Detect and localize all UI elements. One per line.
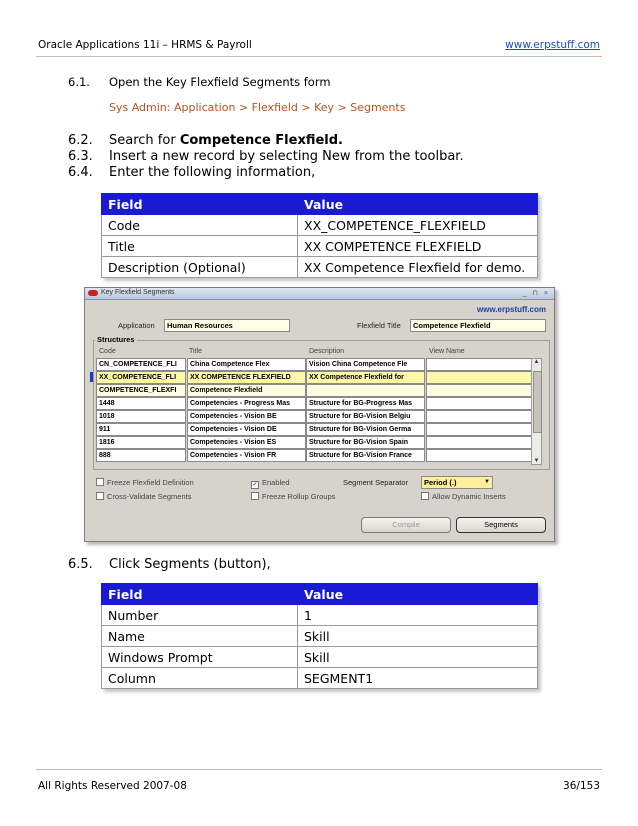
structure-description-cell[interactable]: Structure for BG-Vision Germa bbox=[306, 423, 425, 436]
navigation-path: Sys Admin: Application > Flexfield > Key > Segments bbox=[109, 101, 406, 114]
watermark-brand: www.erpstuff.com bbox=[476, 305, 546, 314]
structure-view-name-cell[interactable] bbox=[426, 410, 532, 423]
step-text-bold: Competence Flexfield. bbox=[179, 133, 343, 148]
application-label: Application bbox=[118, 321, 155, 330]
structure-view-name-cell[interactable] bbox=[426, 449, 532, 462]
allow-dynamic-inserts-checkbox[interactable] bbox=[421, 492, 506, 501]
step-text: Open the Key Flexfield Segments form bbox=[109, 75, 331, 89]
structure-code-cell[interactable]: 888 bbox=[96, 449, 186, 462]
cross-validate-checkbox[interactable] bbox=[96, 492, 191, 501]
structure-title-cell[interactable]: XX COMPETENCE FLEXFIELD bbox=[187, 371, 306, 384]
structure-title-cell[interactable]: Competencies - Vision FR bbox=[187, 449, 306, 462]
structures-label: Structures bbox=[97, 335, 135, 344]
segment-separator-label: Segment Separator bbox=[343, 478, 409, 487]
step-text bbox=[109, 133, 343, 148]
checkbox-unchecked-icon[interactable] bbox=[96, 492, 104, 500]
structure-description-cell[interactable]: Structure for BG-Vision Belgiu bbox=[306, 410, 425, 423]
table-cell: SEGMENT1 bbox=[298, 668, 538, 689]
table-cell: Skill bbox=[298, 626, 538, 647]
structure-view-name-cell[interactable] bbox=[426, 436, 532, 449]
structure-view-name-cell[interactable] bbox=[426, 371, 532, 384]
enabled-checkbox[interactable] bbox=[251, 478, 290, 489]
window-titlebar bbox=[85, 288, 554, 300]
window-title: Key Flexfield Segments bbox=[101, 289, 175, 296]
table-cell: XX Competence Flexfield for demo. bbox=[298, 257, 538, 278]
structure-title-cell[interactable]: Competencies - Vision ES bbox=[187, 436, 306, 449]
checkbox-unchecked-icon[interactable] bbox=[251, 492, 259, 500]
structure-description-cell[interactable]: Structure for BG-Progress Mas bbox=[306, 397, 425, 410]
selected-value: Period (.) bbox=[424, 478, 457, 487]
table-cell: Column bbox=[102, 668, 298, 689]
checkbox-label: Freeze Flexfield Definition bbox=[107, 478, 194, 487]
header-divider bbox=[36, 56, 602, 57]
table-row bbox=[102, 647, 538, 668]
table-row bbox=[102, 668, 538, 689]
structure-code-cell[interactable]: XX_COMPETENCE_FLI bbox=[96, 371, 186, 384]
compile-button[interactable]: Compile bbox=[361, 517, 451, 533]
step-number: 6.4. bbox=[68, 165, 93, 180]
structure-title-cell[interactable]: China Competence Flex bbox=[187, 358, 306, 371]
step-text: Insert a new record by selecting New from the toolbar. bbox=[109, 149, 464, 164]
table-cell: Description (Optional) bbox=[102, 257, 298, 278]
step-number: 6.5. bbox=[68, 557, 93, 572]
step-number: 6.1. bbox=[68, 75, 90, 89]
structure-view-name-cell[interactable] bbox=[426, 384, 532, 397]
structure-title-cell[interactable]: Competencies - Progress Mas bbox=[187, 397, 306, 410]
step-text-prefix: Search for bbox=[109, 133, 180, 148]
flexfield-title-field[interactable]: Competence Flexfield bbox=[410, 319, 546, 332]
scroll-thumb[interactable] bbox=[533, 371, 542, 433]
key-flexfield-segments-window bbox=[84, 287, 555, 542]
structure-title-cell[interactable]: Competencies - Vision DE bbox=[187, 423, 306, 436]
footer-divider bbox=[36, 769, 602, 770]
window-controls-icon[interactable]: _ ⊓ × bbox=[522, 290, 550, 297]
column-header-view-name: View Name bbox=[429, 348, 465, 355]
table-row bbox=[102, 257, 538, 278]
structure-view-name-cell[interactable] bbox=[426, 423, 532, 436]
checkbox-unchecked-icon[interactable] bbox=[96, 478, 104, 486]
structure-description-cell[interactable]: Structure for BG-Vision France bbox=[306, 449, 425, 462]
table-row bbox=[102, 236, 538, 257]
table-header-row bbox=[102, 194, 538, 215]
structure-code-cell[interactable]: 1448 bbox=[96, 397, 186, 410]
structure-code-cell[interactable]: 911 bbox=[96, 423, 186, 436]
step-number: 6.2. bbox=[68, 133, 93, 148]
table-cell: Number bbox=[102, 605, 298, 626]
table-cell: XX COMPETENCE FLEXFIELD bbox=[298, 236, 538, 257]
step-text: Enter the following information, bbox=[109, 165, 316, 180]
table-cell: 1 bbox=[298, 605, 538, 626]
header-website-link[interactable]: www.erpstuff.com bbox=[505, 39, 600, 51]
structure-view-name-cell[interactable] bbox=[426, 397, 532, 410]
structures-scrollbar[interactable] bbox=[531, 358, 542, 465]
application-field[interactable]: Human Resources bbox=[164, 319, 290, 332]
structure-description-cell[interactable]: Vision China Competence Fle bbox=[306, 358, 425, 371]
structure-title-cell[interactable]: Competence Flexfield bbox=[187, 384, 306, 397]
table-header-cell: Value bbox=[298, 584, 538, 605]
table-cell: Code bbox=[102, 215, 298, 236]
table-cell: Name bbox=[102, 626, 298, 647]
footer-copyright: All Rights Reserved 2007-08 bbox=[38, 780, 187, 792]
scroll-up-icon[interactable]: ▲ bbox=[533, 359, 540, 365]
structure-code-cell[interactable]: 1816 bbox=[96, 436, 186, 449]
current-record-indicator bbox=[90, 372, 93, 382]
column-header-description: Description bbox=[309, 348, 345, 355]
step-text: Click Segments (button), bbox=[109, 557, 271, 572]
table-cell: XX_COMPETENCE_FLEXFIELD bbox=[298, 215, 538, 236]
checkbox-checked-icon[interactable]: ✓ bbox=[252, 482, 258, 488]
structure-code-cell[interactable]: 1018 bbox=[96, 410, 186, 423]
structure-description-cell[interactable]: XX Competence Flexfield for bbox=[306, 371, 425, 384]
column-header-title: Title bbox=[189, 348, 202, 355]
table-header-cell: Field bbox=[102, 584, 298, 605]
checkbox-label: Cross-Validate Segments bbox=[107, 492, 192, 501]
structure-title-cell[interactable]: Competencies - Vision BE bbox=[187, 410, 306, 423]
table-header-cell: Value bbox=[298, 194, 538, 215]
page-number: 36/153 bbox=[563, 780, 600, 792]
structure-view-name-cell[interactable] bbox=[426, 358, 532, 371]
oracle-logo-icon bbox=[88, 290, 98, 296]
table-row bbox=[102, 215, 538, 236]
structure-description-cell[interactable] bbox=[306, 384, 425, 397]
table-cell: Title bbox=[102, 236, 298, 257]
header-title: Oracle Applications 11i – HRMS & Payroll bbox=[38, 39, 252, 51]
structure-code-cell[interactable]: COMPETENCE_FLEXFI bbox=[96, 384, 186, 397]
scroll-down-icon[interactable]: ▼ bbox=[533, 458, 540, 464]
segment-separator-select[interactable] bbox=[421, 476, 493, 489]
checkbox-label: Enabled bbox=[262, 478, 290, 487]
checkbox-label: Allow Dynamic Inserts bbox=[432, 492, 506, 501]
table-cell: Windows Prompt bbox=[102, 647, 298, 668]
column-header-code: Code bbox=[99, 348, 116, 355]
table-header-cell: Field bbox=[102, 194, 298, 215]
freeze-definition-checkbox[interactable] bbox=[96, 478, 194, 487]
chevron-down-icon[interactable]: ▼ bbox=[484, 479, 490, 485]
structure-description-cell[interactable]: Structure for BG-Vision Spain bbox=[306, 436, 425, 449]
table-row bbox=[102, 605, 538, 626]
freeze-rollup-checkbox[interactable] bbox=[251, 492, 335, 501]
flexfield-title-label: Flexfield Title bbox=[357, 321, 401, 330]
info-table-segment bbox=[101, 583, 538, 689]
info-table-structure bbox=[101, 193, 538, 278]
table-row bbox=[102, 626, 538, 647]
table-cell: Skill bbox=[298, 647, 538, 668]
checkbox-label: Freeze Rollup Groups bbox=[262, 492, 336, 501]
checkbox-unchecked-icon[interactable] bbox=[421, 492, 429, 500]
table-header-row bbox=[102, 584, 538, 605]
step-number: 6.3. bbox=[68, 149, 93, 164]
segments-button[interactable]: Segments bbox=[456, 517, 546, 533]
structure-code-cell[interactable]: CN_COMPETENCE_FLI bbox=[96, 358, 186, 371]
